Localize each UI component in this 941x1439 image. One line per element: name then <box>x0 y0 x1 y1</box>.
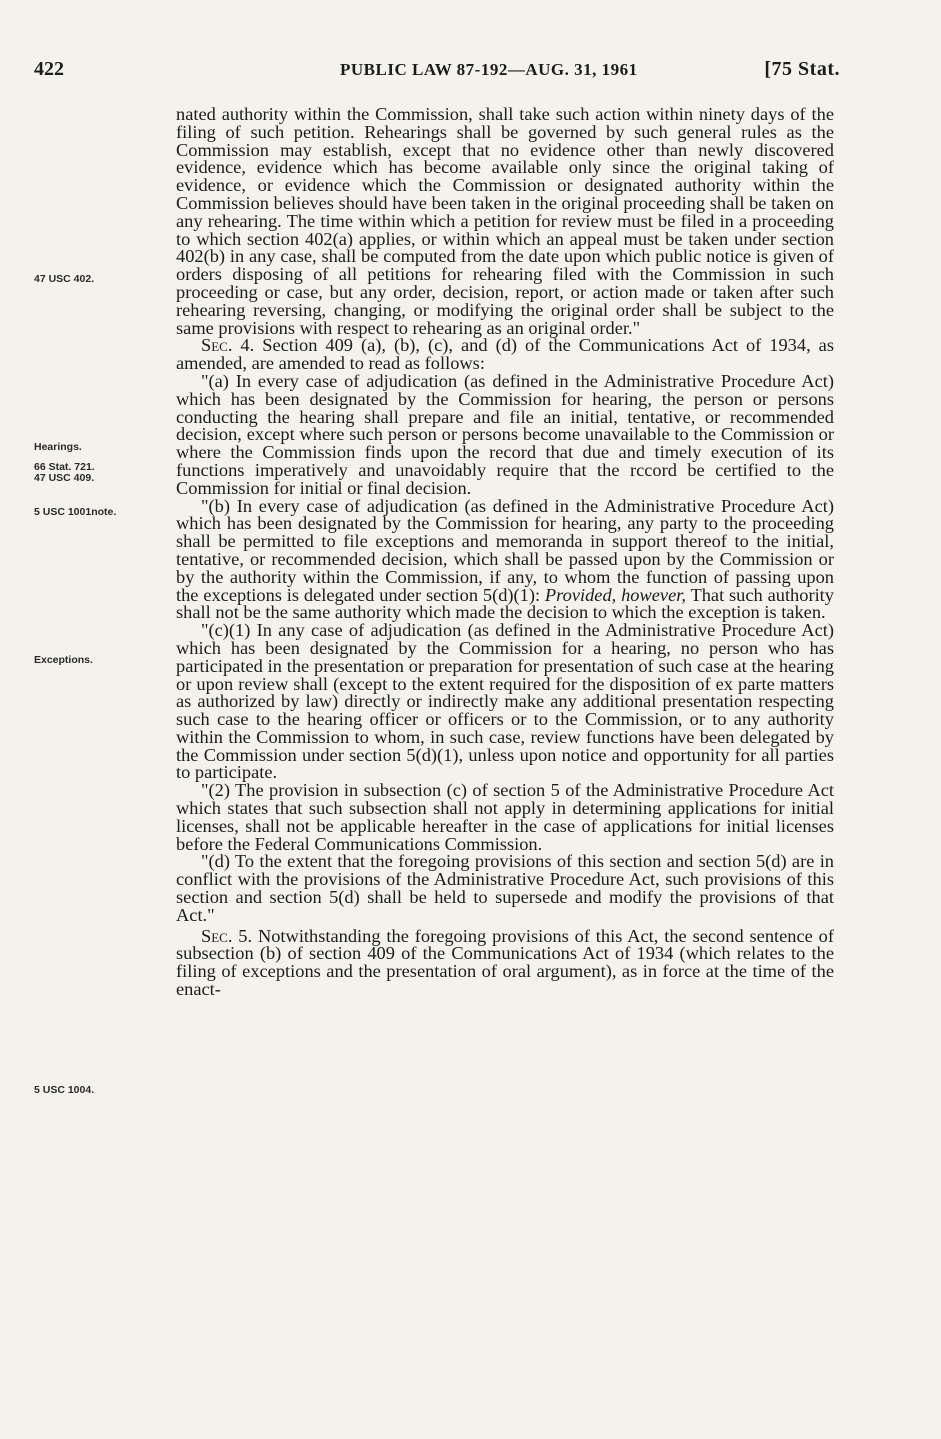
paragraph-text: "(a) In every case of adjudication (as defined in the Administrative Procedure Act) which has been designated by the Commission for hearing, the person or persons conducting the hearing shall prepare and file an initial, tentative, or recommended decision, except where such person or persons become unavailable to the Commission or where the Commission finds upon the record that due and timely execution of its functions imperatively and unavoidably require that the rccord be certified to the Commission for initial or final decision. <box>176 370 834 498</box>
paragraph-text: nated authority within the Commission, shall take such action within ninety days of the filing of such petition. Rehearings shall be governed by such general rules as the Commission may establish, except that no evidence other than newly discovered evidence, evidence which has become available only since the original taking of evidence, or evidence which the Commission or designated authority within the Commission believes should have been taken in the original proceeding shall be taken on any rehearing. The time within which a petition for review must be filed in a proceeding to which section 402(a) applies, or within which an appeal must be taken under section 402(b) in any case, shall be computed from the date upon which public notice is given of orders disposing of all petitions for rehearing filed with the Commission in such proceeding or case, but any order, decision, report, or action made or taken after such rehearing reversing, changing, or modifying the original order shall be subject to the same provisions with respect to rehearing as an original order." <box>176 104 834 338</box>
section-label: Sec. <box>201 925 233 946</box>
paragraph-subsection-c2 <box>176 782 834 853</box>
paragraph-text: "(d) To the extent that the foregoing provisions of this section and section 5(d) are in conflict with the provisions of the Administrative Procedure Act, such provisions of this section and section 5(d) shall be held to supersede and modify the provisions of that Act." <box>176 851 834 925</box>
paragraph-section-5 <box>176 925 834 1000</box>
running-head: PUBLIC LAW 87-192—AUG. 31, 1961 <box>340 60 638 79</box>
margin-note-5-usc-1004: 5 USC 1004. <box>34 1084 95 1096</box>
section-label: Sec. <box>201 335 233 356</box>
paragraph-text: 4. Section 409 (a), (b), (c), and (d) of the Communications Act of 1934, as amended, are amended to read as follows: <box>176 335 834 374</box>
paragraph-section-4 <box>176 337 834 373</box>
margin-note-exceptions: Exceptions. <box>34 654 93 666</box>
body-text <box>176 106 834 999</box>
paragraph-text: "(2) The provision in subsection (c) of section 5 of the Administrative Procedure Act which states that such subsection shall not apply in determining applications for initial licenses, shall not be applicable hereafter in the case of applications for initial licenses before the Federal Communications Commission. <box>176 780 834 854</box>
paragraph-subsection-b <box>176 495 834 623</box>
paragraph-subsection-d <box>176 853 834 924</box>
paragraph-text: "(b) In every case of adjudication (as defined in the Administrative Procedure Act) which has been designated by the Commission for hearing, any party to the proceeding shall be permitted to file exceptions and memoranda in support thereof to the initial, tentative, or recommended decision, which shall be passed upon by the Commission or by the authority within the Commission, if any, to whom the function of passing upon the exceptions is delegated under section 5(d)(1): <box>176 495 834 605</box>
paragraph-continuation <box>176 106 834 337</box>
margin-note-5-usc-1001: 5 USC 1001note. <box>34 506 117 518</box>
paragraph-text: "(c)(1) In any case of adjudication (as defined in the Administrative Procedure Act) which has been designated by the Commission for a hearing, no person who has participated in the presentation or preparation for presentation of such case at the hearing or upon review shall (except to the extent required for the disposition of ex parte matters as authorized by law) directly or indirectly make any additional presentation respecting such case to the hearing officer or officers or to the Commission, or to any authority within the Commission to whom, in such case, review functions have been delegated by the Commission under section 5(d)(1), unless upon notice and opportunity for all parties to participate. <box>176 620 834 783</box>
paragraph-text: 5. Notwithstanding the foregoing provisions of this Act, the second sentence of subsection (b) of section 409 of the Communications Act of 1934 (which relates to the filing of exceptions and the presentation of oral argument), as in force at the time of the enact- <box>176 925 834 1000</box>
page-header <box>34 58 840 90</box>
proviso-italic: Provided, however, <box>544 584 686 605</box>
margin-note-hearings: Hearings. <box>34 441 82 453</box>
margin-note-66-stat-721: 66 Stat. 721. 47 USC 409. <box>34 461 95 484</box>
margin-note-47-usc-402: 47 USC 402. <box>34 273 95 285</box>
paragraph-text-after: That such authority shall not be the same authority which made the decision to which the exception is taken. <box>176 584 834 623</box>
paragraph-subsection-c1 <box>176 622 834 782</box>
volume-reference: [75 Stat. <box>764 58 840 80</box>
paragraph-subsection-a <box>176 370 834 498</box>
page-number: 422 <box>34 58 64 80</box>
